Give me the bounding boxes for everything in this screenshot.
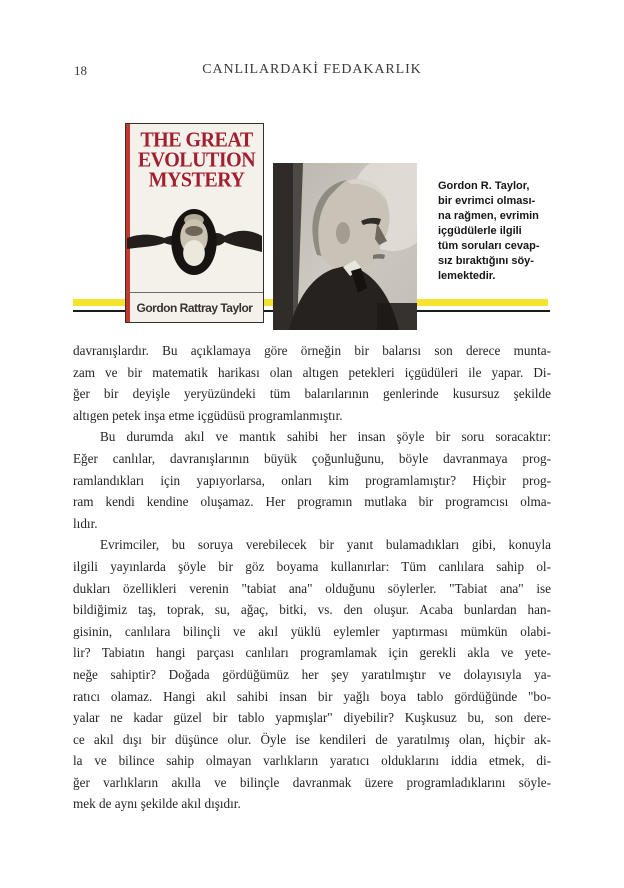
text-line: lir? Tabiatın hangi parçası canlıları programlamak için gerekli akla ve yete- [73,645,551,661]
cover-title [130,127,263,192]
text-line: neğe sahiptir? Doğada gördüğümüz her şey yaratılmıştır ve dolayısıyla ya- [73,666,551,682]
man-ear [336,222,350,244]
paragraph [73,340,551,426]
text-line: tüm soruları cevap- [438,240,540,252]
text-line: dukları özellikleri verenin "tabiat ana" olduğunu söylerler. "Tabiat ana" ise [73,580,551,596]
text-line: ramlandıkları için yapıyorlarsa, onları kim programlamıştır? Hiçbir prog- [73,472,551,488]
photo-dark-band-edge [273,163,293,330]
photo-dark-corner [377,303,417,330]
page-number: 18 [74,63,87,78]
paragraph [73,426,551,534]
text-line: zam ve bir matematik harikası olan altıgen petekleri içgüdüleri ile yapar. Di- [73,364,551,380]
book-cover [125,123,264,323]
text-line: altıgen petek inşa etme içgüdüsü programlanmıştır. [73,407,343,423]
text-line: gisinin, canlılara bilinçli ve akıl yüklü eylemler yaptırması mümkün olabi- [73,623,551,639]
text-line: mek de aynı şekilde akıl dışıdır. [73,796,241,812]
text-line: bildiğimiz taş, toprak, su, ağaç, bitki, vs. den oluşur. Acaba bunlardan han- [73,602,551,618]
text-line: ram kendi kendine oluşamaz. Her programın mutlaka bir programcısı olma- [73,494,551,510]
text-line: sız bıraktığını söy- [438,255,534,267]
text-line: MYSTERY [148,167,245,192]
text-line: ğer bir deyişle yeryüzündeki tüm balarılarının genlerinde kusursuz şekilde [73,386,551,402]
text-line: Bu durumda akıl ve mantık sahibi her insan şöyle bir soru soracaktır: [100,429,551,445]
text-line: ratıcı olamaz. Hangi akıl sahibi insan bir yağlı boya tablo gördüğünde "bo- [73,688,551,704]
text-line: la ve bilince sahip olmayan varlıkların yaratıcı olduklarını iddia etmek, di- [73,753,551,769]
text-line: ilgili yayınlarda şöyle bir göz boyama kullanırlar: Tüm canlılara sahip ol- [73,558,551,574]
text-line: lıdır. [73,515,98,531]
cover-art-hands-and-portrait [127,190,262,294]
text-line: ce akıl dışı bir düşünce olur. Öyle ise kendileri de yaratılmış olan, hiçbir ak- [73,731,551,747]
photo-caption [438,179,576,284]
text-line: THE GREAT [140,127,253,152]
running-header-title: CANLILARDAKİ FEDAKARLIK [202,62,422,77]
text-line: davranışlardır. Bu açıklamaya göre örneğin bir balarısı son derece munta- [73,343,551,358]
text-line: Gordon R. Taylor, [438,180,530,192]
man-mouth-shadow [373,254,385,259]
text-line: Eğer canlılar, davranışlarının büyük çoğunluğunu, böyle davranmaya prog- [73,450,551,466]
text-line: Evrimciler, bu soruya verebilecek bir yanıt bulamadıkları gibi, konuyla [100,537,551,553]
text-line: yalar ne kadar güzel bir tablo yapmışlar" diyebilir? Kuşkusuz bu, son dere- [73,710,551,726]
text-line: EVOLUTION [137,147,256,172]
cover-author: Gordon Rattray Taylor [126,292,263,322]
paragraph [73,534,551,815]
portrait-photo [273,163,417,330]
portrait-beard [183,240,205,266]
text-line: lemektedir. [438,270,496,282]
body-text [73,340,551,815]
text-line: içgüdülerle ilgili [438,225,522,237]
text-line: na rağmen, evrimin [438,210,539,222]
text-line: ğer varlıkların akılla ve bilinçle davranmak üzere programladıklarını söyle- [73,774,551,790]
portrait-brow-shadow [185,226,203,236]
text-line: bir evrimci olması- [438,195,536,207]
